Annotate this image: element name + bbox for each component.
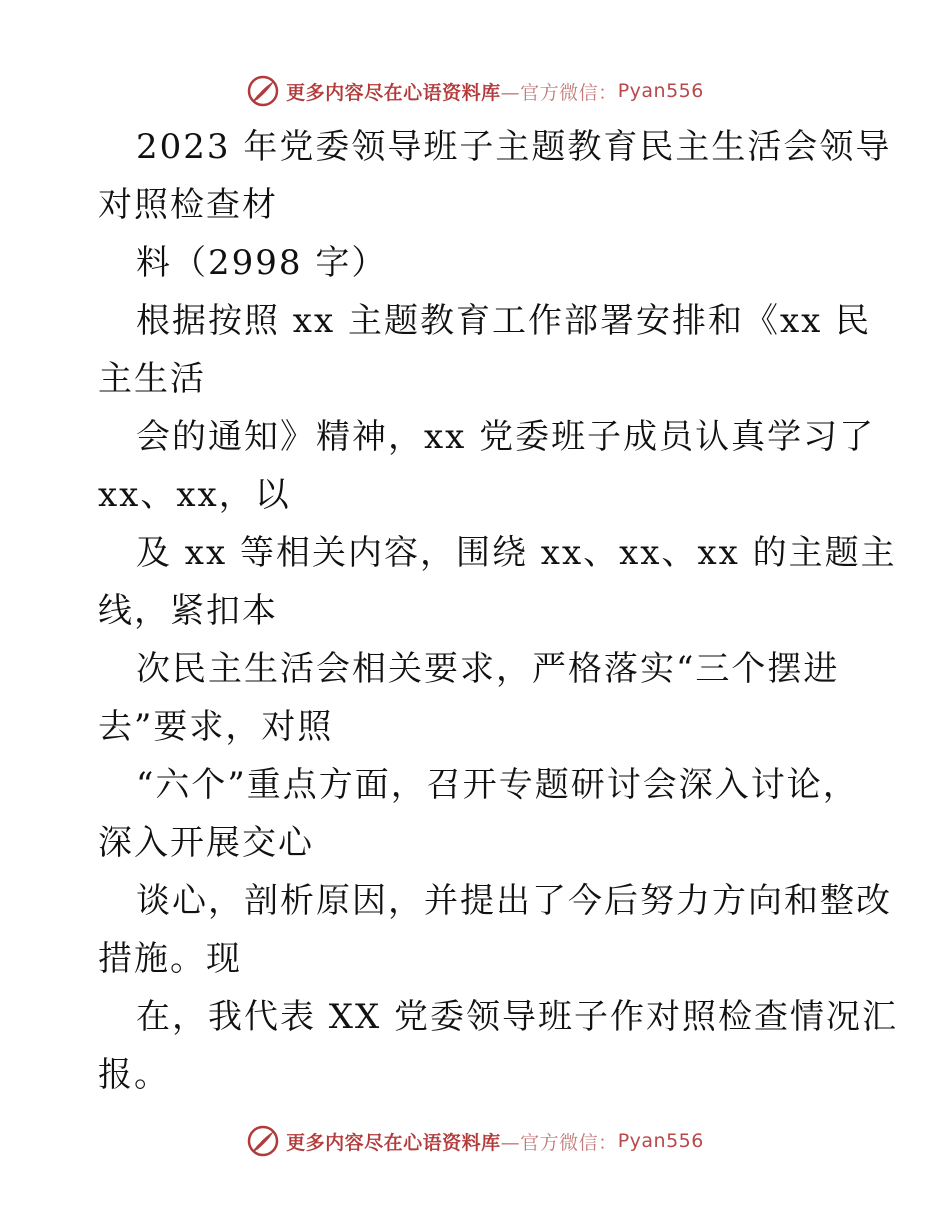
doc-line: 报。 xyxy=(98,1055,170,1095)
doc-line: 深入开展交心 xyxy=(98,823,314,863)
doc-line: 根据按照 xx 主题教育工作部署安排和《xx 民 xyxy=(136,301,872,341)
quill-pen-logo-icon xyxy=(246,74,280,108)
document-body xyxy=(98,118,899,1104)
doc-line: 对照检查材 xyxy=(98,185,278,225)
header-banner xyxy=(0,71,950,111)
footer-banner xyxy=(0,1121,950,1161)
doc-line: 措施。现 xyxy=(98,939,242,979)
banner-separator: —官方微信： xyxy=(500,81,618,104)
doc-line: 及 xx 等相关内容，围绕 xx、xx、xx 的主题主 xyxy=(136,533,897,573)
doc-line: xx、xx，以 xyxy=(98,475,291,515)
doc-line: “六个”重点方面，召开专题研讨会深入讨论， xyxy=(136,765,859,805)
banner-wechat-id: Pyan556 xyxy=(617,1130,704,1152)
banner-text: 更多内容尽在心语资料库 xyxy=(286,1131,501,1154)
doc-line: 线，紧扣本 xyxy=(98,591,278,631)
doc-line: 主生活 xyxy=(98,359,206,399)
doc-line: 2023 年党委领导班子主题教育民主生活会领导 xyxy=(136,127,892,167)
doc-line: 会的通知》精神，xx 党委班子成员认真学习了 xyxy=(136,417,876,457)
doc-line: 在，我代表 XX 党委领导班子作对照检查情况汇 xyxy=(136,997,899,1037)
quill-pen-logo-icon xyxy=(246,1124,280,1158)
banner-wechat-id: Pyan556 xyxy=(617,80,704,102)
doc-line: 次民主生活会相关要求，严格落实“三个摆进 xyxy=(136,649,840,689)
doc-line: 料（2998 字） xyxy=(136,243,388,283)
banner-separator: —官方微信： xyxy=(500,1131,618,1154)
doc-line: 去”要求，对照 xyxy=(98,707,334,747)
doc-line: 谈心，剖析原因，并提出了今后努力方向和整改 xyxy=(136,881,892,921)
banner-text: 更多内容尽在心语资料库 xyxy=(286,81,501,104)
